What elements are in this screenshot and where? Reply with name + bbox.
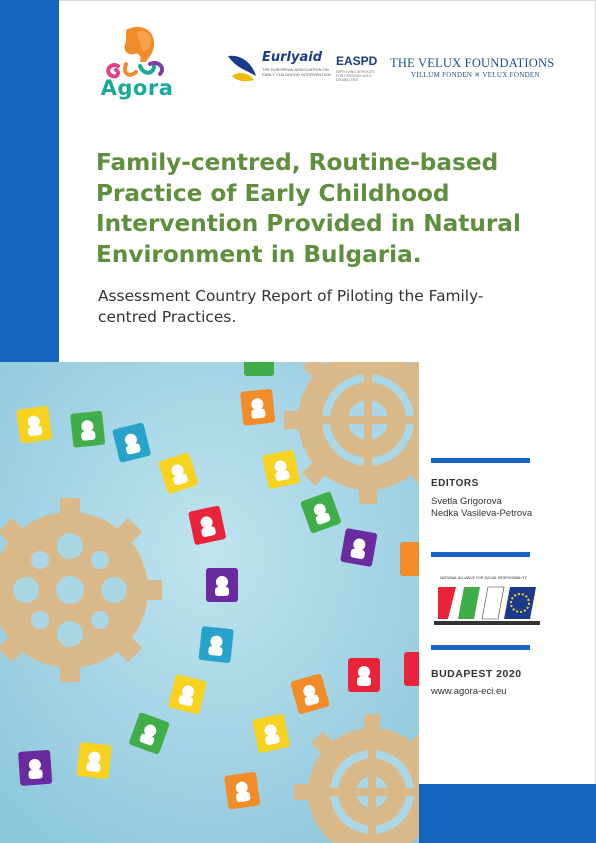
divider-rule — [431, 458, 530, 463]
website-link[interactable]: www.agora-eci.eu — [431, 686, 507, 697]
editor-name: Svetla Grigorova — [431, 496, 502, 507]
report-title: Family-centred, Routine-based Practice of Early Childhood Intervention Provided in Natural Environment in Bulgaria. — [96, 149, 521, 268]
agora-wordmark: Agora — [100, 76, 174, 100]
publication-place-year: BUDAPEST 2020 — [431, 668, 522, 680]
cover-photo — [0, 362, 419, 843]
nas-top-text: NATIONAL ALLIANCE FOR SOCIAL RESPONSIBILITY — [440, 576, 527, 580]
bottom-right-blue-band — [419, 784, 596, 843]
easpd-tagline: IMPROVING SERVICES FOR PERSONS WITH DISABILITIES — [336, 70, 375, 82]
eurlyaid-logo-icon — [226, 50, 260, 84]
velux-wordmark: THE VELUX FOUNDATIONS — [390, 56, 555, 70]
velux-subline: VILLUM FONDEN ✕ VELUX FONDEN — [411, 71, 540, 79]
eurlyaid-tagline: THE EUROPEAN ASSOCIATION ON EARLY CHILDHOOD INTERVENTION — [262, 67, 331, 77]
gears-and-blocks-illustration — [0, 362, 419, 843]
editor-name: Nedka Vasileva-Petrova — [431, 508, 533, 519]
divider-rule — [431, 552, 530, 557]
divider-rule — [431, 645, 530, 650]
easpd-wordmark: EASPD — [336, 54, 378, 68]
report-subtitle: Assessment Country Report of Piloting the Family-centred Practices. — [98, 287, 484, 326]
left-blue-band — [0, 0, 59, 362]
nas-bottom-text: BULGARIA — [470, 626, 528, 632]
eurlyaid-wordmark: Eurlyaid — [262, 50, 323, 65]
editors-heading: EDITORS — [431, 478, 479, 489]
